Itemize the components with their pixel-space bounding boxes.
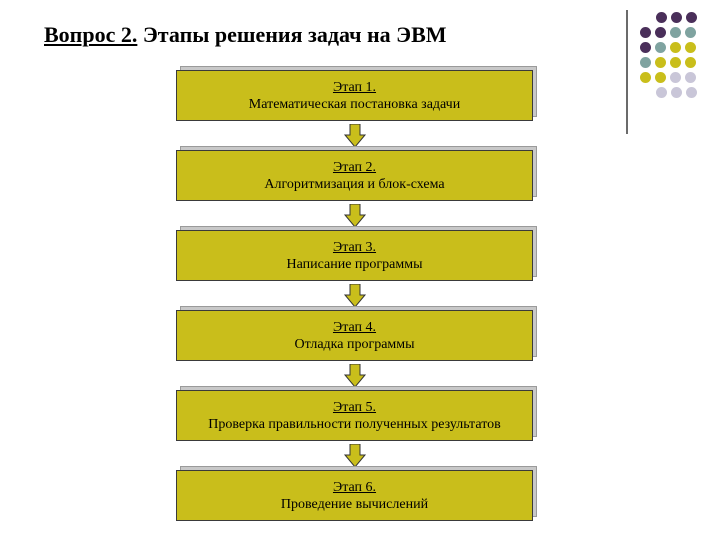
stage-name: Этап 2. (332, 159, 377, 175)
decorative-dot (670, 57, 681, 68)
stage-name: Этап 4. (332, 319, 377, 335)
stage-body (176, 470, 533, 521)
stage-description: Математическая постановка задачи (248, 96, 461, 112)
stage-description: Алгоритмизация и блок-схема (264, 176, 445, 192)
stage-1-box (176, 70, 533, 121)
decorative-dot (685, 42, 696, 53)
down-arrow-icon (343, 204, 367, 228)
decorative-dot (670, 42, 681, 53)
stage-6-box (176, 470, 533, 521)
decorative-dot (671, 87, 682, 98)
down-arrow-icon (343, 124, 367, 148)
decorative-dot (655, 27, 666, 38)
decorative-dot (640, 57, 651, 68)
stage-name: Этап 1. (332, 79, 377, 95)
stage-name: Этап 3. (332, 239, 377, 255)
decorative-divider (626, 10, 628, 134)
stage-description: Проверка правильности полученных результатов (208, 416, 501, 432)
decorative-dot (670, 72, 681, 83)
question-number: Вопрос 2. (44, 22, 138, 47)
stage-name: Этап 6. (332, 479, 377, 495)
decorative-dot (655, 57, 666, 68)
stage-4-box (176, 310, 533, 361)
stage-description: Написание программы (286, 256, 423, 272)
decorative-dot (685, 57, 696, 68)
stage-3-box (176, 230, 533, 281)
title-text: Этапы решения задач на ЭВМ (142, 22, 447, 47)
stage-body (176, 70, 533, 121)
stage-body (176, 150, 533, 201)
decorative-dot (656, 87, 667, 98)
stage-description: Отладка программы (294, 336, 415, 352)
stage-body (176, 230, 533, 281)
stage-5-box (176, 390, 533, 441)
stage-name: Этап 5. (332, 399, 377, 415)
decorative-dot (685, 72, 696, 83)
decorative-dot (655, 72, 666, 83)
decorative-dot (640, 72, 651, 83)
decorative-dot (640, 42, 651, 53)
stage-body (176, 310, 533, 361)
down-arrow-icon (343, 284, 367, 308)
decorative-dot (685, 27, 696, 38)
down-arrow-icon (343, 444, 367, 468)
decorative-dot (670, 27, 681, 38)
decorative-dot (640, 27, 651, 38)
decorative-dot (671, 12, 682, 23)
stage-2-box (176, 150, 533, 201)
decorative-dot (656, 12, 667, 23)
down-arrow-icon (343, 364, 367, 388)
stage-body (176, 390, 533, 441)
stage-description: Проведение вычислений (280, 496, 429, 512)
decorative-dot (686, 87, 697, 98)
page-title (44, 22, 447, 48)
decorative-dot (686, 12, 697, 23)
decorative-dot (655, 42, 666, 53)
